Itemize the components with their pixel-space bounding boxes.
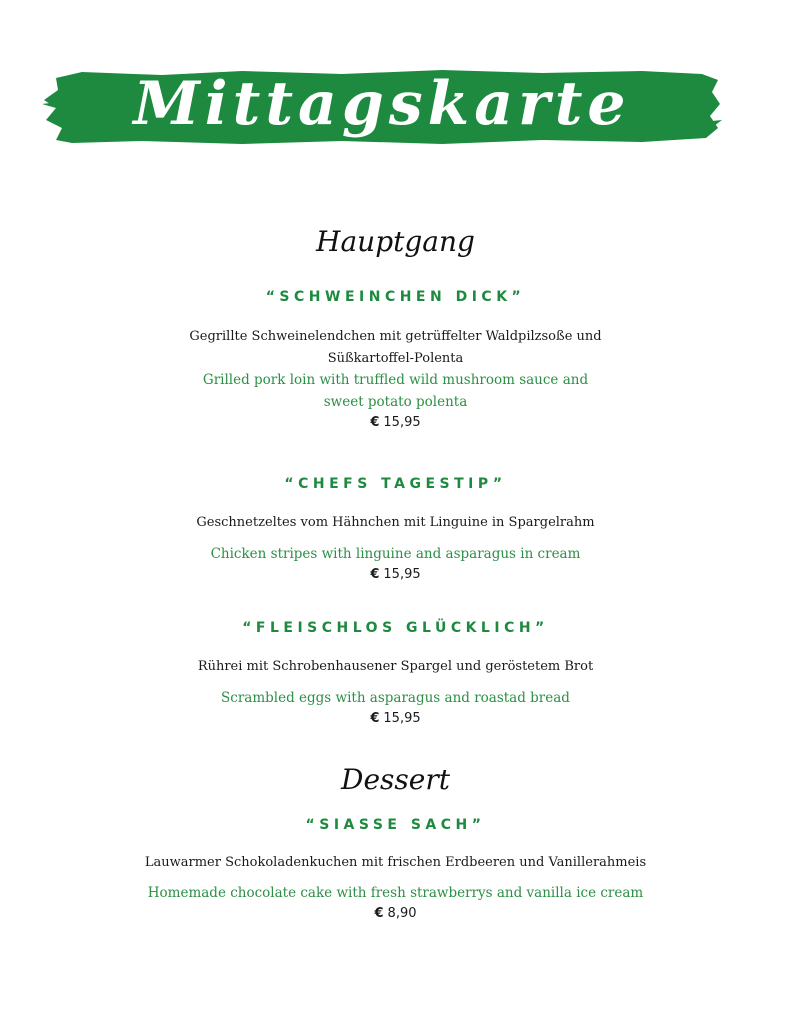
dish-description-en: Scrambled eggs with asparagus and roastad bread xyxy=(221,690,570,706)
section-heading-dessert: Dessert xyxy=(341,763,450,796)
dish-name: “SIASSE SACH” xyxy=(305,817,486,833)
dish-name: “SCHWEINCHEN DICK” xyxy=(265,289,526,305)
currency-symbol: € xyxy=(374,906,384,921)
dish-description-en: Grilled pork loin with truffled wild mushroom sauce and xyxy=(202,372,589,388)
currency-symbol: € xyxy=(370,567,380,582)
dish-description-de: Lauwarmer Schokoladenkuchen mit frischen Erdbeeren und Vanillerahmeis xyxy=(144,855,647,870)
dish-price xyxy=(0,710,791,728)
price-value: 8,90 xyxy=(387,906,417,921)
dish-price xyxy=(0,566,791,584)
dish-price xyxy=(0,905,791,923)
dish-description-en: Chicken stripes with linguine and asparagus in cream xyxy=(210,546,581,562)
title-banner xyxy=(42,64,722,148)
dish-description-de: Rührei mit Schrobenhausener Spargel und geröstetem Brot xyxy=(197,659,594,674)
menu-title: Mittagskarte xyxy=(133,69,631,139)
dish-description-en: Homemade chocolate cake with fresh strawberrys and vanilla ice cream xyxy=(147,885,644,901)
currency-symbol: € xyxy=(370,415,380,430)
dish-description-de: Süßkartoffel-Polenta xyxy=(327,351,464,366)
price-value: 15,95 xyxy=(383,567,421,582)
price-value: 15,95 xyxy=(383,415,421,430)
dish-name: “FLEISCHLOS GLÜCKLICH” xyxy=(242,620,549,636)
dish-name: “CHEFS TAGESTIP” xyxy=(284,476,507,492)
dish-description-de: Geschnetzeltes vom Hähnchen mit Linguine in Spargelrahm xyxy=(196,515,595,530)
dish-description-en: sweet potato polenta xyxy=(323,394,468,410)
dish-price xyxy=(0,414,791,432)
section-heading-main: Hauptgang xyxy=(316,225,475,258)
dish-description-de: Gegrillte Schweinelendchen mit getrüffelter Waldpilzsoße und xyxy=(189,329,602,344)
price-value: 15,95 xyxy=(383,711,421,726)
currency-symbol: € xyxy=(370,711,380,726)
